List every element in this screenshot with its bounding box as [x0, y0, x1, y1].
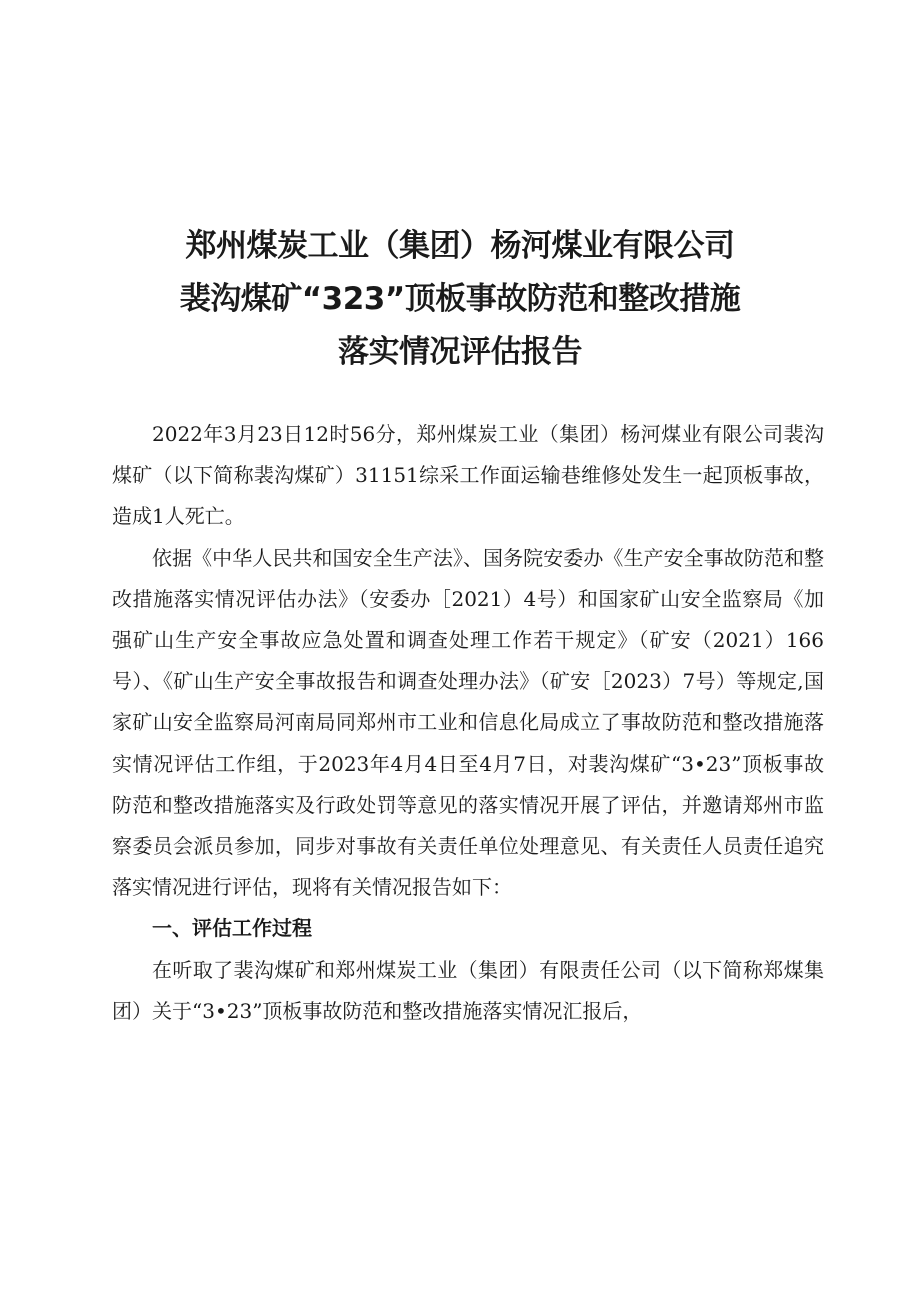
- title-line-3: 落实情况评估报告: [338, 334, 582, 370]
- section-heading: 一、评估工作过程: [152, 916, 312, 941]
- paragraph-legal-basis: 依据《中华人民共和国安全生产法》、国务院安委办《生产安全事故防范和整改措施落实情况评估办法》（安委办［2021）4号）和国家矿山安全监察局《加强矿山生产安全事故应急处置和调查处理工作若干规定》（矿安（2021）166号）、《矿山生产安全事故报告和调查处理办法》（矿安［2023）7号）等规定,国家矿山安全监察局河南局同郑州市工业和信息化局成立了事故防范和整改措施落实情况评估工作组，于2023年4月4日至4月7日，对裴沟煤矿“3•23”顶板事故防范和整改措施落实及行政处罚等意见的落实情况开展了评估，并邀请郑州市监察委员会派员参加，同步对事故有关责任单位处理意见、有关责任人员责任追究落实情况进行评估，现将有关情况报告如下：: [112, 545, 824, 900]
- paragraph-incident-summary: 2022年3月23日12时56分，郑州煤炭工业（集团）杨河煤业有限公司裴沟煤矿（以下简称裴沟煤矿）31151综采工作面运输巷维修处发生一起顶板事故，造成1人死亡。: [112, 422, 824, 529]
- document-body: [112, 414, 824, 1032]
- paragraph-section-1: 在听取了裴沟煤矿和郑州煤炭工业（集团）有限责任公司（以下简称郑煤集团）关于“3•23”顶板事故防范和整改措施落实情况汇报后，: [112, 957, 824, 1023]
- document-title: [110, 220, 810, 379]
- title-line-1: 郑州煤炭工业（集团）杨河煤业有限公司: [185, 228, 735, 264]
- title-line-2: 裴沟煤矿“323”顶板事故防范和整改措施: [179, 281, 741, 317]
